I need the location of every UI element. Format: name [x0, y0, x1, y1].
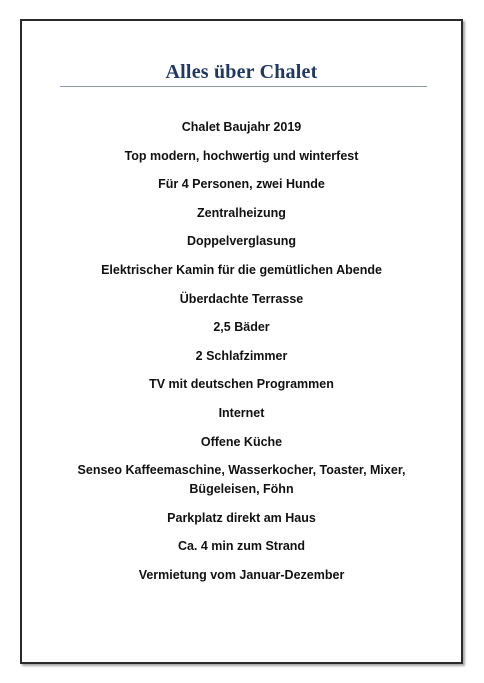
feature-item-kueche: Offene Küche — [200, 434, 283, 449]
feature-item-kamin: Elektrischer Kamin für die gemütlichen Abende — [101, 262, 382, 277]
feature-item-baeder: 2,5 Bäder — [213, 320, 270, 335]
document-title: Alles über Chalet — [165, 61, 318, 83]
feature-item-terrasse: Überdachte Terrasse — [179, 291, 304, 306]
feature-item-parkplatz: Parkplatz direkt am Haus — [167, 510, 316, 525]
feature-item-tv: TV mit deutschen Programmen — [149, 377, 334, 392]
feature-item-strand: Ca. 4 min zum Strand — [177, 539, 306, 554]
feature-item-modern: Top modern, hochwertig und winterfest — [124, 148, 359, 163]
feature-item-vermietung: Vermietung vom Januar-Dezember — [138, 567, 345, 582]
feature-item-schlafzimmer: 2 Schlafzimmer — [195, 348, 288, 363]
feature-item-baujahr: Chalet Baujahr 2019 — [181, 120, 302, 134]
feature-item-internet: Internet — [218, 405, 265, 420]
title-divider — [60, 86, 427, 87]
feature-item-geraete: Senseo Kaffeemaschine, Wasserkocher, Toaster, Mixer, Bügeleisen, Föhn — [77, 463, 406, 497]
document-page — [20, 19, 463, 664]
feature-list — [22, 118, 461, 595]
feature-item-heizung: Zentralheizung — [197, 205, 286, 220]
feature-item-personen: Für 4 Personen, zwei Hunde — [158, 177, 325, 192]
feature-item-verglasung: Doppelverglasung — [186, 234, 297, 249]
